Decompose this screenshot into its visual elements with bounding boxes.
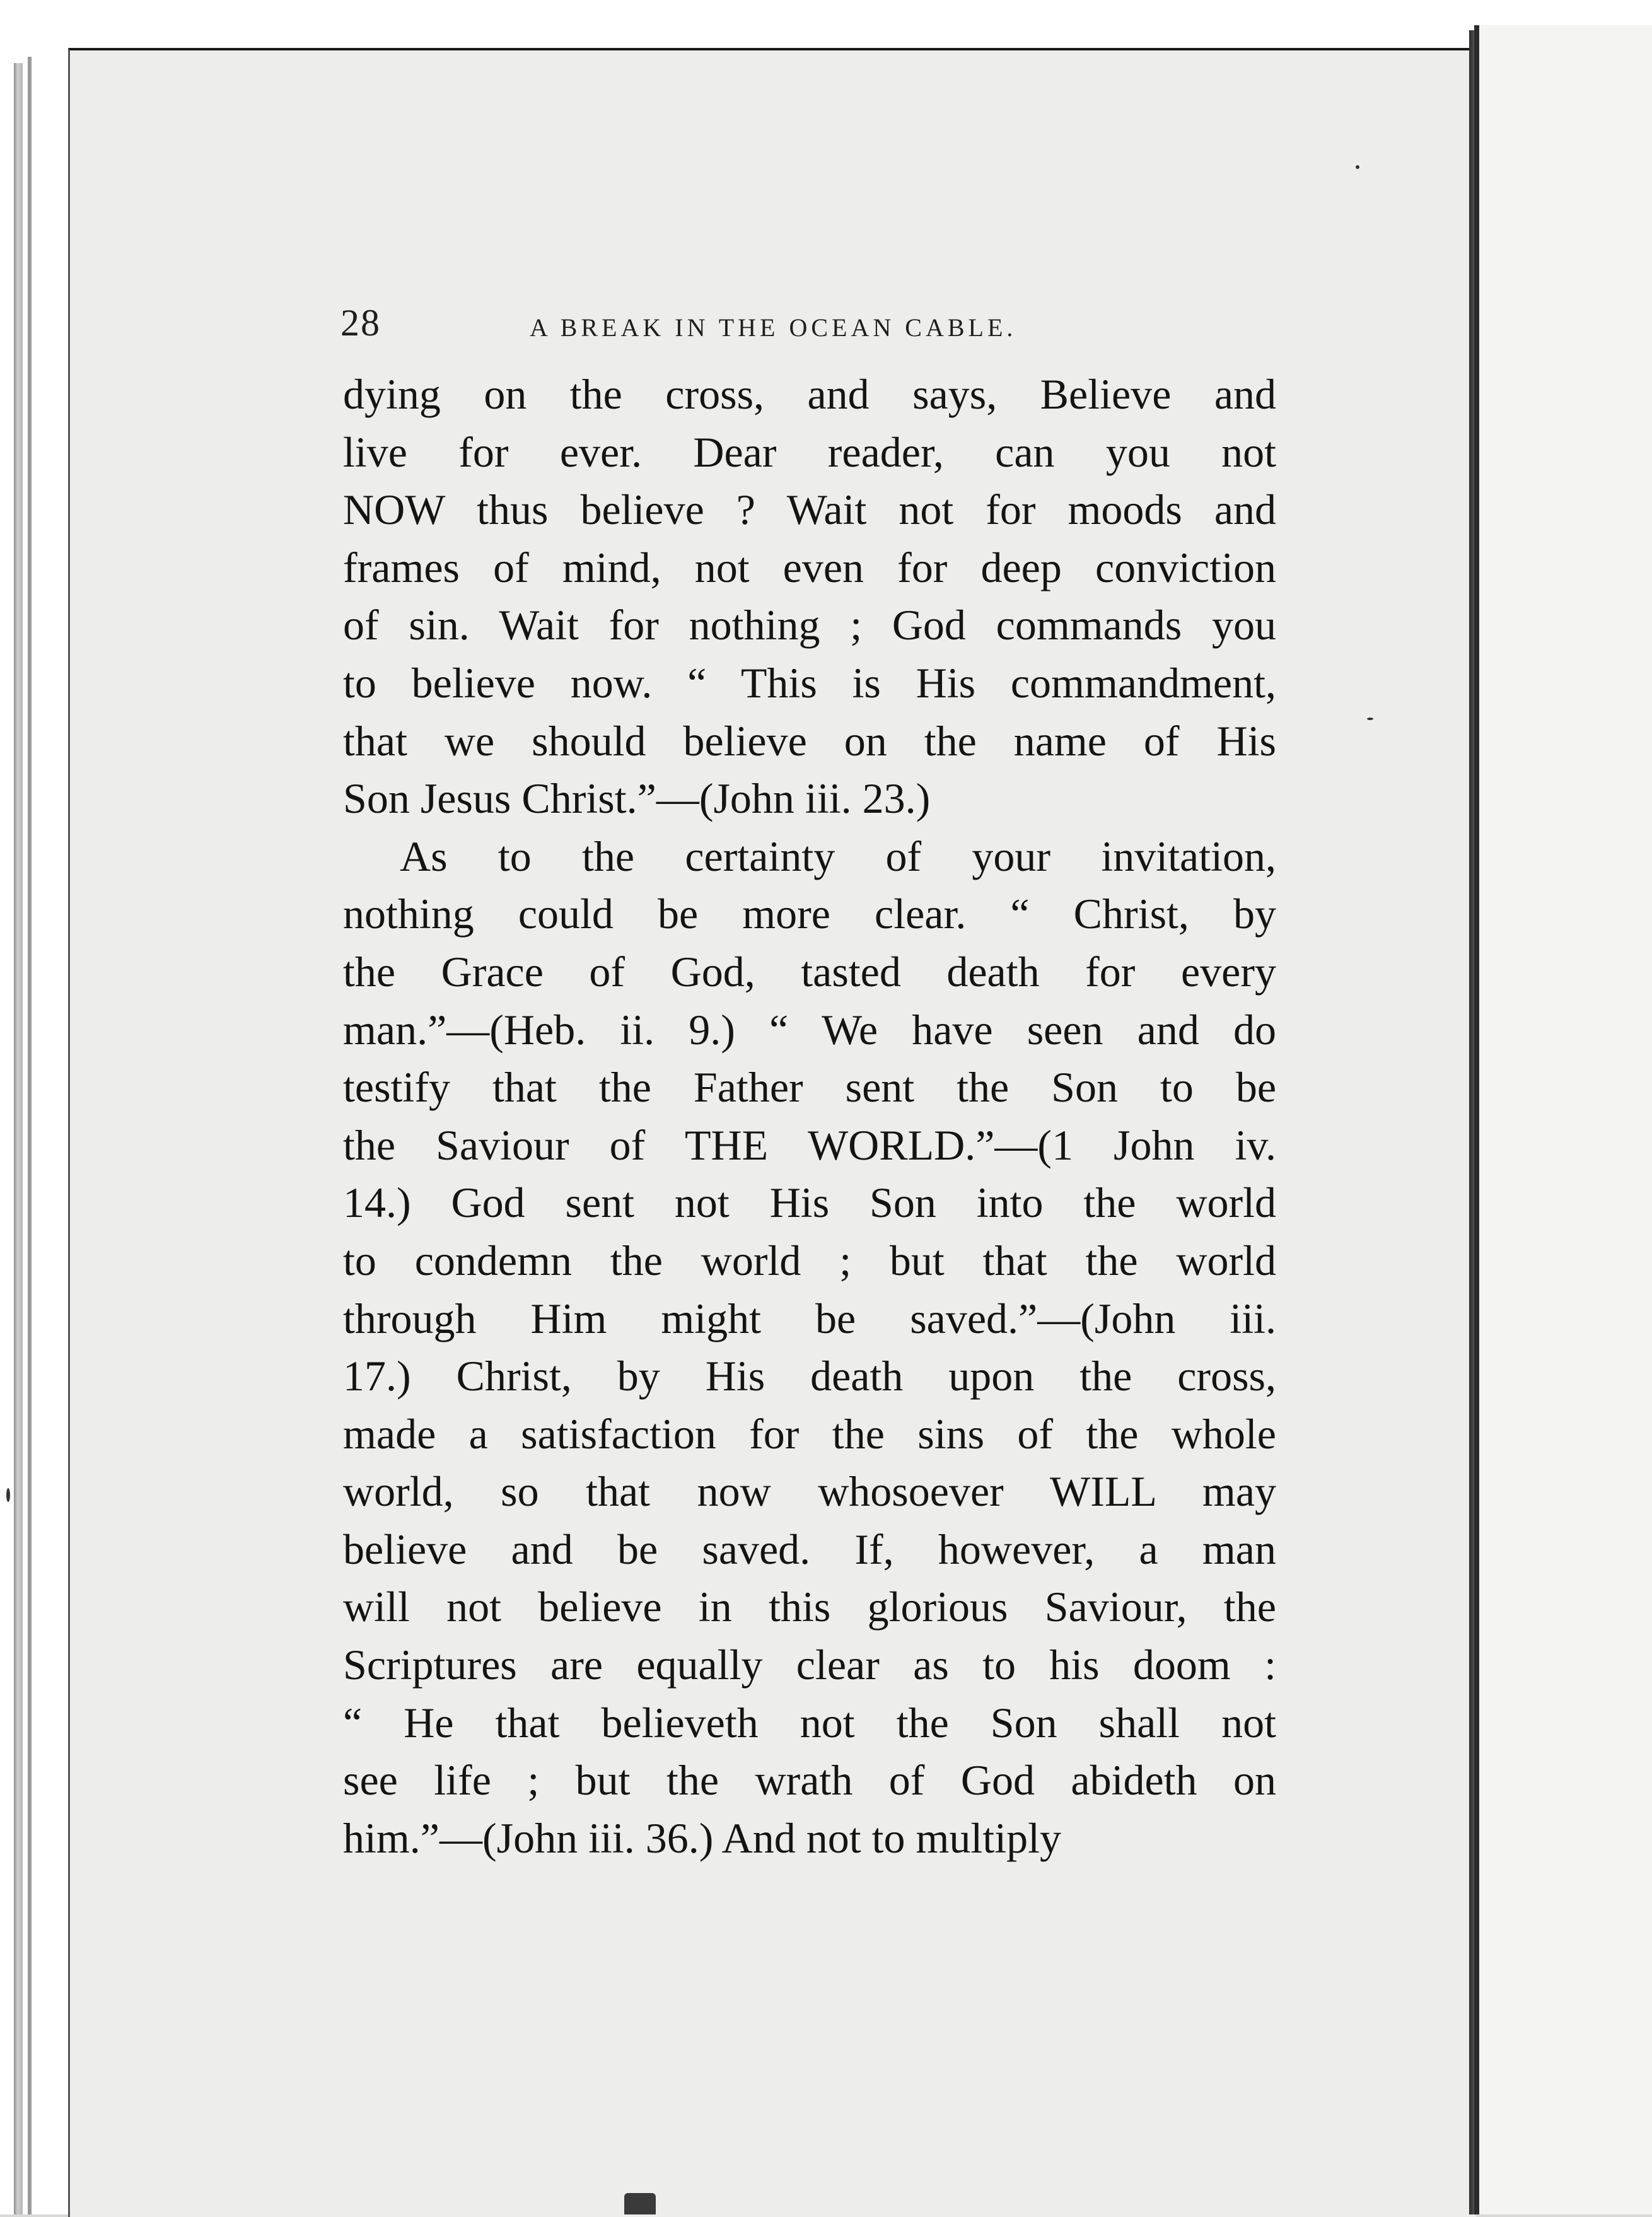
dust-speck xyxy=(1367,718,1373,720)
facing-page-edge xyxy=(1474,25,1479,2214)
text-line: made a satisfaction for the sins of the whole xyxy=(343,1409,1276,1458)
text-line: NOW thus believe ? Wait not for moods and xyxy=(343,486,1276,534)
text-line: live for ever. Dear reader, can you not xyxy=(343,428,1276,476)
text-line: dying on the cross, and says, Believe and xyxy=(343,370,1276,418)
dust-speck xyxy=(1356,165,1359,169)
text-line: the Grace of God, tasted death for every xyxy=(343,947,1276,996)
body-text xyxy=(343,366,1276,1867)
text-line: man.”—(Heb. ii. 9.) “ We have seen and do xyxy=(343,1005,1276,1054)
text-line: “ He that believeth not the Son shall not xyxy=(343,1698,1276,1747)
text-line: believe and be saved. If, however, a man xyxy=(343,1525,1276,1573)
text-line: As to the certainty of your invitation, xyxy=(400,832,1276,880)
text-line: Son Jesus Christ.”—(John iii. 23.) xyxy=(343,774,931,823)
text-line: see life ; but the wrath of God abideth on xyxy=(343,1756,1276,1805)
text-line: 14.) God sent not His Son into the world xyxy=(343,1178,1276,1227)
text-line: to believe now. “ This is His commandment, xyxy=(343,658,1276,707)
text-line: of sin. Wait for nothing ; God commands you xyxy=(343,601,1276,649)
text-line: the Saviour of THE WORLD.”—(1 John iv. xyxy=(343,1120,1276,1169)
text-line: him.”—(John iii. 36.) And not to multiply xyxy=(343,1813,1061,1862)
text-line: testify that the Father sent the Son to be xyxy=(343,1063,1276,1112)
text-line: will not believe in this glorious Saviour, the xyxy=(343,1583,1276,1631)
running-title: A BREAK IN THE OCEAN CABLE. xyxy=(530,313,1017,342)
text-line: world, so that now whosoever WILL may xyxy=(343,1467,1276,1516)
text-line: nothing could be more clear. “ Christ, by xyxy=(343,890,1276,938)
running-header xyxy=(340,301,1286,358)
text-line: that we should believe on the name of His xyxy=(343,716,1276,765)
book-left-edge xyxy=(14,63,23,2214)
page-number: 28 xyxy=(340,302,381,344)
dust-speck xyxy=(6,1488,10,1502)
text-line: through Him might be saved.”—(John iii. xyxy=(343,1294,1276,1342)
text-line: 17.) Christ, by His death upon the cross, xyxy=(343,1352,1276,1400)
text-line: to condemn the world ; but that the world xyxy=(343,1236,1276,1284)
text-line: Scriptures are equally clear as to his doom : xyxy=(343,1641,1276,1689)
facing-page xyxy=(1475,25,1652,2214)
book-left-edge-shadow xyxy=(28,57,32,2214)
text-line: frames of mind, not even for deep conviction xyxy=(343,543,1276,591)
page-bottom-mark xyxy=(624,2193,656,2214)
